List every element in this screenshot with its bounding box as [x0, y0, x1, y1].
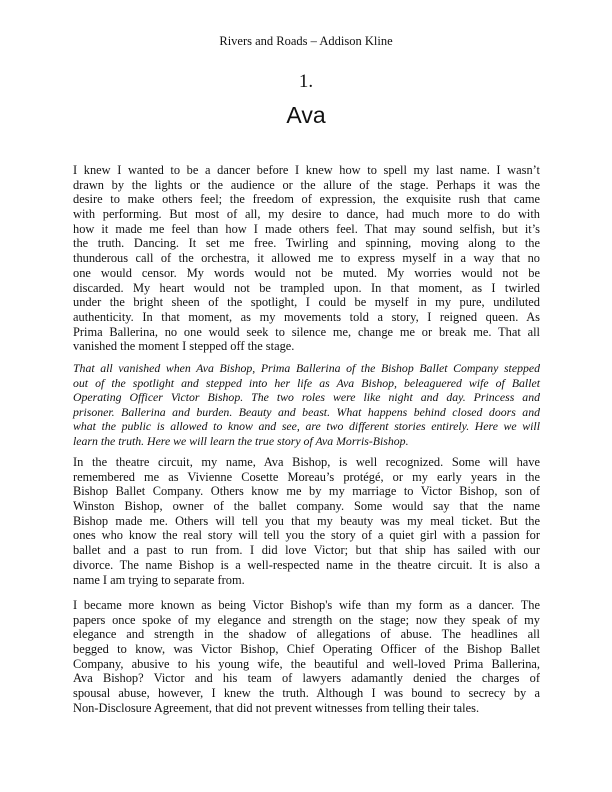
paragraph-3: [73, 455, 540, 587]
text-line: Non-Disclosure Agreement, that did not prevent witnesses from telling their tales.: [73, 700, 480, 715]
text-line: Ava Bishop? Victor and his team of lawyers adamantly denied the charges of: [73, 671, 540, 686]
text-line: authenticity. In that moment, as my movements told a story, I reigned queen. As: [73, 309, 540, 324]
text-line: Bishop made me. Others will tell you that my beauty was my meal ticket. But the: [73, 513, 540, 528]
text-line: out of the spotlight and stepped into her life as Ava Bishop, beleaguered wife of Ballet: [73, 375, 540, 390]
paragraph-2-italic: [73, 361, 540, 449]
text-line: In the theatre circuit, my name, Ava Bishop, is well recognized. Some will have: [73, 455, 540, 469]
text-line: begged to know, was Victor Bishop, Chief Operating Officer of the Bishop Ballet: [73, 642, 540, 657]
text-line: Company, abusive to his young wife, the beautiful and well-loved Prima Ballerina,: [73, 656, 540, 671]
paragraph-1: [73, 163, 540, 354]
text-line: one would censor. My words would not be muted. My worries would not be: [73, 265, 540, 280]
text-line: discarded. My heart would not be trampled upon. In that moment, as I twirled: [73, 280, 540, 295]
text-line: prisoner. Ballerina and burden. Beauty and beast. What happens behind closed doors and: [73, 404, 540, 419]
text-line: name I am trying to separate from.: [73, 572, 245, 587]
text-line: That all vanished when Ava Bishop, Prima Ballerina of the Bishop Ballet Company stepped: [73, 361, 540, 375]
text-line: what the public is allowed to know and see, are two different stories entirely. Here we will: [73, 419, 540, 434]
running-header: Rivers and Roads – Addison Kline: [219, 34, 393, 48]
text-line: remembered me as Vivienne Cosette Moreau’s protégé, or my early years in the: [73, 469, 540, 484]
text-line: elegance and strength in the shadow of allegations of abuse. The headlines all: [73, 627, 540, 642]
chapter-title: Ava: [286, 102, 326, 128]
text-line: thunderous call of the orchestra, it allowed me to express myself in a way that no: [73, 251, 540, 266]
text-line: Bishop Ballet Company. Others know me by my marriage to Victor Bishop, son of: [73, 484, 540, 499]
text-line: ballet and a past to run from. I did love Victor; but that ship has sailed with our: [73, 543, 540, 558]
text-line: Operating Officer Victor Bishop. The two roles were like night and day. Princess and: [73, 390, 540, 405]
text-line: Prima Ballerina, no one would seek to silence me, change me or break me. That all: [73, 324, 540, 339]
chapter-number: 1.: [298, 71, 314, 92]
text-line: how it made me feel than how I made others feel. That may sound selfish, but it’s: [73, 221, 540, 236]
text-line: drawn by the lights or the audience or the allure of the stage. Perhaps it was the: [73, 177, 540, 192]
text-line: spousal abuse, however, I knew the truth. Although I was bound to secrecy by a: [73, 686, 540, 701]
text-line: I became more known as being Victor Bishop's wife than my form as a dancer. The: [73, 598, 540, 612]
text-line: divorce. The name Bishop is a well-respected name in the theatre circuit. It is also a: [73, 557, 540, 572]
paragraph-4: [73, 598, 540, 716]
text-line: with performing. But most of all, my desire to dance, had much more to do with: [73, 207, 540, 222]
text-line: vanished the moment I stepped off the stage.: [73, 339, 295, 354]
text-line: I knew I wanted to be a dancer before I knew how to spell my last name. I wasn’t: [73, 163, 540, 177]
text-line: papers once spoke of my elegance and strength on the stage; now they speak of my: [73, 612, 540, 627]
text-line: Winston Bishop, owner of the ballet company. Some would say that the name: [73, 499, 540, 514]
text-line: the truth. Dancing. It set me free. Twirling and spinning, moving along to the: [73, 236, 540, 251]
text-line: learn the truth. Here we will learn the true story of Ava Morris-Bishop.: [73, 433, 409, 448]
text-line: ones who know the real story will tell you the story of a quiet girl with a passion for: [73, 528, 540, 543]
text-line: desire to make others feel; the freedom of expression, the exquisite rush that came: [73, 192, 540, 207]
text-line: under the bright sheen of the spotlight, I could be myself in my pure, undiluted: [73, 295, 540, 310]
